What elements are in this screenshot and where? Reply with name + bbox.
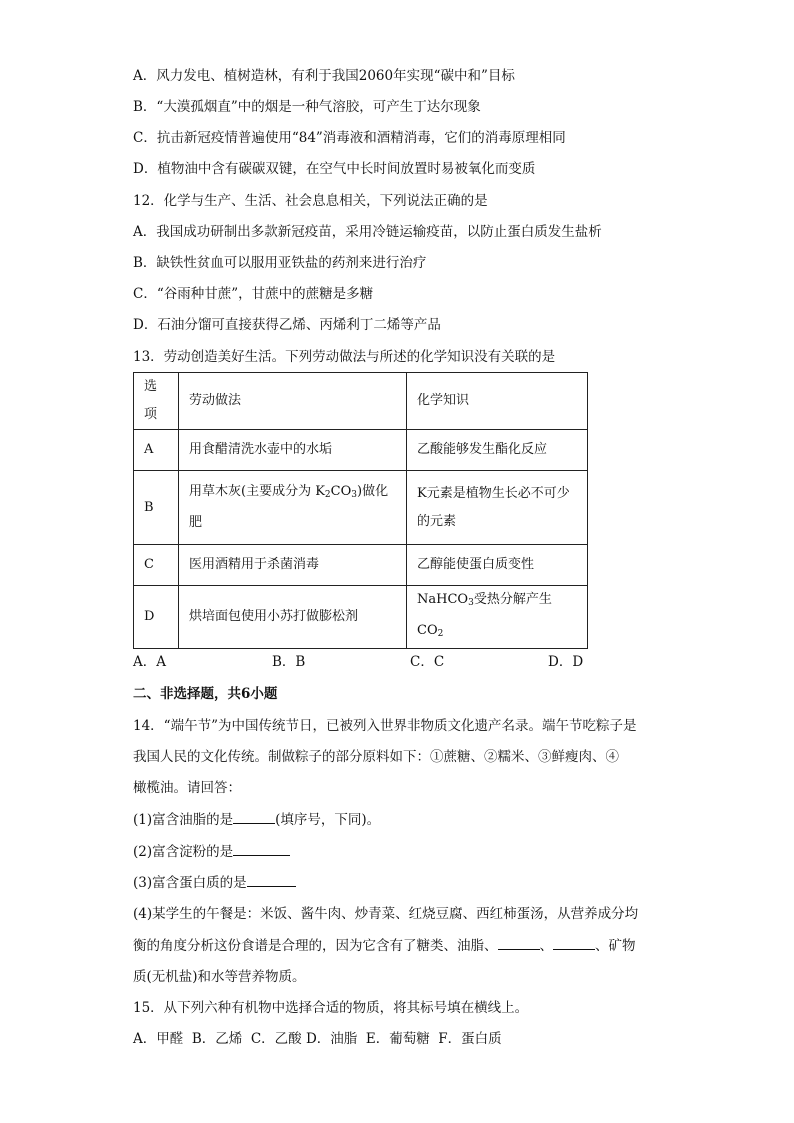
q14-sub2 (133, 843, 290, 861)
row-b-practice-post: )做化肥 (189, 484, 389, 530)
row-c-knowledge: 乙醇能使蛋白质变性 (407, 545, 588, 586)
q14-sub3 (133, 874, 296, 892)
q14-sub4-sep: 、 (539, 938, 553, 954)
q14-sub1-text: (1)富含油脂的是 (133, 812, 234, 828)
q12-stem: 12．化学与生产、生活、社会息息相关，下列说法正确的是 (133, 193, 488, 209)
q14-sub3-text: (3)富含蛋白质的是 (133, 875, 247, 891)
row-b-practice-sub2: 3 (351, 490, 357, 500)
header-knowledge: 化学知识 (407, 373, 588, 430)
q14-sub1-blank[interactable] (233, 811, 275, 824)
q14-sub3-blank[interactable] (247, 874, 296, 887)
q14-sub1-suffix: (填序号，下同)。 (275, 812, 381, 828)
row-d-knowledge-mid: 受热分解产生 CO (417, 592, 552, 638)
row-d-knowledge-sub1: 3 (468, 598, 474, 608)
row-b-practice-sub1: 2 (324, 490, 331, 500)
q15-stem: 15．从下列六种有机物中选择合适的物质，将其标号填在横线上。 (133, 1000, 529, 1016)
q14-sub4-line2-text: 衡的角度分析这份食谱是合理的，因为它含有了糖类、油脂、 (133, 938, 498, 954)
q13-stem: 13．劳动创造美好生活。下列劳动做法与所述的化学知识没有关联的是 (133, 349, 556, 365)
header-practice: 劳动做法 (179, 373, 407, 430)
row-d-knowledge-sub2: 2 (437, 629, 444, 639)
row-b-practice (179, 471, 407, 545)
row-c-practice: 医用酒精用于杀菌消毒 (179, 545, 407, 586)
q14-stem-line3: 橄榄油。请回答： (133, 780, 241, 796)
q14-sub4-blank-2[interactable] (553, 937, 595, 950)
row-b-practice-pre: 用草木灰(主要成分为 K (189, 484, 325, 499)
row-d-knowledge (407, 586, 588, 649)
q11-option-a: A．风力发电、植树造林，有利于我国2060年实现“碳中和”目标 (133, 68, 515, 84)
q14-sub4-line3: 质(无机盐)和水等营养物质。 (133, 969, 306, 985)
row-a-knowledge: 乙酸能够发生酯化反应 (407, 430, 588, 471)
q13-choice-d: D．D (548, 654, 584, 670)
q13-choice-c: C．C (410, 654, 445, 670)
q14-sub4-tail: 、矿物 (595, 938, 636, 954)
q13-table (133, 372, 588, 649)
q12-option-c: C．“谷雨种甘蔗”，甘蔗中的蔗糖是多糖 (133, 286, 374, 302)
q11-option-c: C．抗击新冠疫情普遍使用“84”消毒液和酒精消毒，它们的消毒原理相同 (133, 130, 566, 146)
table-header-row (134, 373, 588, 430)
q14-sub1 (133, 811, 380, 829)
q12-option-a: A．我国成功研制出多款新冠疫苗，采用冷链运输疫苗，以防止蛋白质发生盐析 (133, 224, 602, 240)
table-row (134, 586, 588, 649)
table-row (134, 430, 588, 471)
q14-sub4-blank-1[interactable] (498, 937, 540, 950)
row-d-practice: 烘培面包使用小苏打做膨松剂 (179, 586, 407, 649)
row-d-knowledge-pre: NaHCO (417, 592, 469, 607)
q14-stem-line1: 14．“端午节”为中国传统节日，已被列入世界非物质文化遗产名录。端午节吃粽子是 (133, 718, 637, 734)
row-a-option: A (134, 430, 179, 471)
row-d-option: D (134, 586, 179, 649)
q12-option-d: D．石油分馏可直接获得乙烯、丙烯利丁二烯等产品 (133, 317, 441, 333)
row-a-practice: 用食醋清洗水壶中的水垢 (179, 430, 407, 471)
row-c-option: C (134, 545, 179, 586)
q15-options: A．甲醛 B．乙烯 C．乙酸 D．油脂 E．葡萄糖 F．蛋白质 (133, 1031, 502, 1047)
row-b-option: B (134, 471, 179, 545)
header-option: 选项 (134, 373, 179, 430)
table-row (134, 545, 588, 586)
row-b-knowledge: K元素是植物生长必不可少的元素 (407, 471, 588, 545)
q14-sub4-line2 (133, 937, 636, 955)
q11-option-b: B．“大漠孤烟直”中的烟是一种气溶胶，可产生丁达尔现象 (133, 99, 481, 115)
q14-stem-line2: 我国人民的文化传统。制做粽子的部分原料如下：①蔗糖、②糯米、③鲜瘦肉、④ (133, 749, 619, 765)
q13-choice-b: B．B (272, 654, 306, 670)
q14-sub2-text: (2)富含淀粉的是 (133, 844, 234, 860)
q14-sub2-blank[interactable] (233, 843, 290, 856)
q13-choice-a: A．A (133, 654, 166, 670)
q12-option-b: B．缺铁性贫血可以服用亚铁盐的药剂来进行治疗 (133, 255, 427, 271)
section-heading: 二、非选择题，共6小题 (133, 686, 278, 702)
q11-option-d: D．植物油中含有碳碳双键，在空气中长时间放置时易被氧化而变质 (133, 161, 536, 177)
table-row (134, 471, 588, 545)
row-b-practice-mid: CO (330, 484, 352, 499)
q14-sub4-line1: (4)某学生的午餐是：米饭、酱牛肉、炒青菜、红烧豆腐、西红柿蛋汤，从营养成分均 (133, 906, 639, 922)
